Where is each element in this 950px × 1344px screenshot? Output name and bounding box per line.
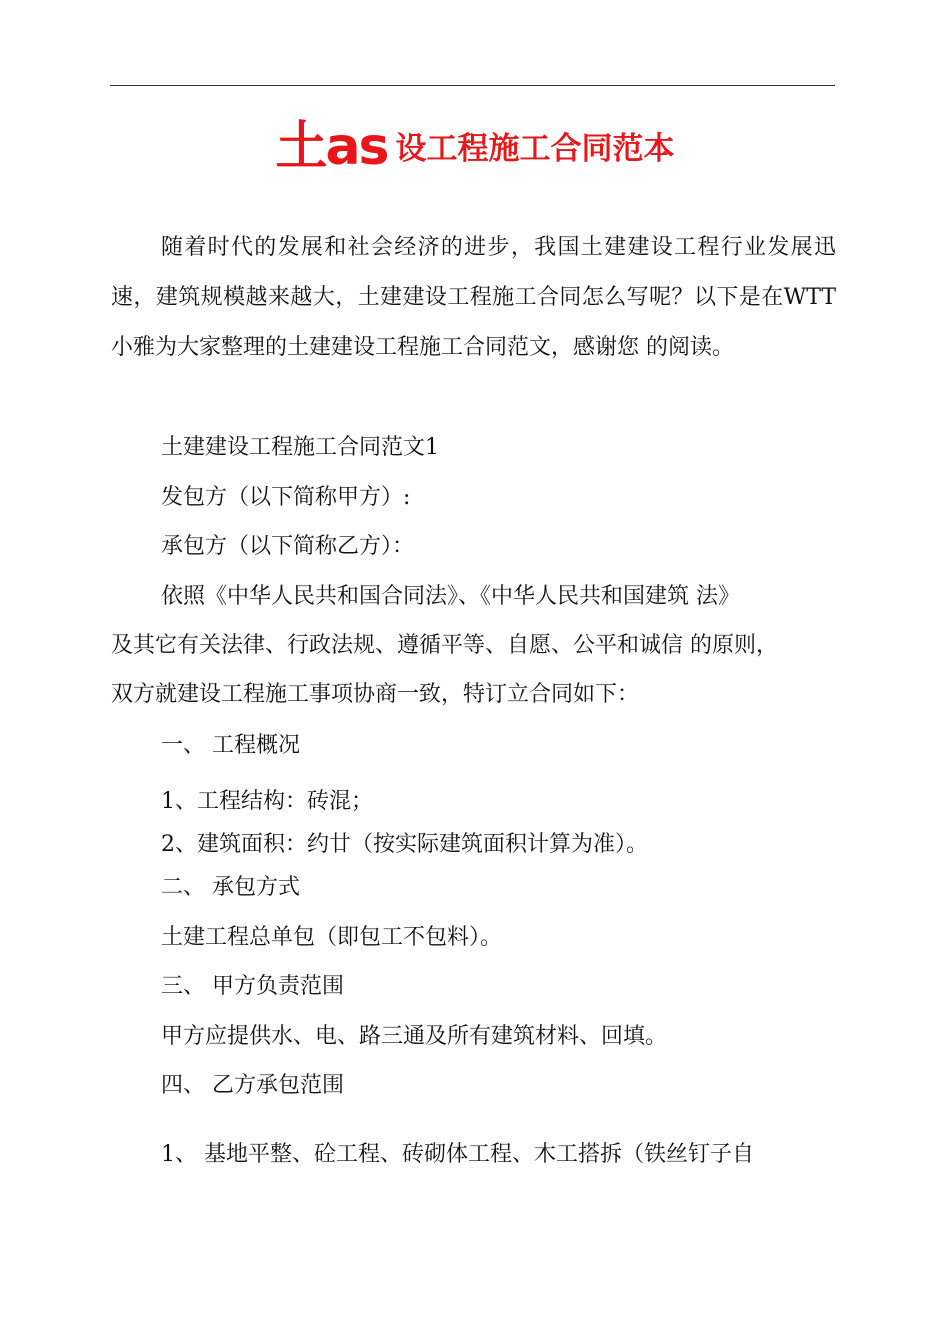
document-title <box>0 104 950 179</box>
section-2-body: 土建工程总单包（即包工不包料）。 <box>161 925 503 950</box>
section-2-heading: 二、 承包方式 <box>161 875 300 900</box>
section-1-item-1: 1、工程结构：砖混； <box>161 789 373 814</box>
section-3-body: 甲方应提供水、电、路三通及所有建筑材料、回填。 <box>161 1024 668 1049</box>
party-b-line: 承包方（以下简称乙方）： <box>161 534 415 559</box>
title-logo: 土as <box>275 117 388 177</box>
basis-line-1: 依照《中华人民共和国合同法》、《中华人民共和国建筑 法》 <box>161 584 740 609</box>
party-a-line: 发包方（以下简称甲方）: <box>161 485 411 510</box>
section-1-item-2: 2、建筑面积：约廿（按实际建筑面积计算为准）。 <box>161 832 648 857</box>
title-text: 设工程施工合同范本 <box>395 131 675 167</box>
section-3-heading: 三、 甲方负责范围 <box>161 974 344 999</box>
section-4-item-1: 1、 基地平整、砼工程、砖砌体工程、木工搭拆（铁丝钉子自 <box>161 1142 754 1167</box>
section-1-heading: 一、 工程概况 <box>161 733 300 758</box>
section-4-heading: 四、 乙方承包范围 <box>161 1073 344 1098</box>
intro-paragraph: 随着时代的发展和社会经济的进步，我国土建建设工程行业发展迅速，建筑规模越来越大，土建建设工程施工合同怎么写呢？以下是在WTT小雅为大家整理的土建建设工程施工合同范文，感谢您 的阅读。 <box>111 235 836 360</box>
basis-line-3: 双方就建设工程施工事项协商一致，特订立合同如下： <box>111 682 640 707</box>
contract-subtitle: 土建建设工程施工合同范文1 <box>161 435 439 460</box>
header-rule <box>110 85 835 86</box>
basis-line-2: 及其它有关法律、行政法规、遵循平等、自愿、公平和诚信 的原则， <box>111 633 778 658</box>
